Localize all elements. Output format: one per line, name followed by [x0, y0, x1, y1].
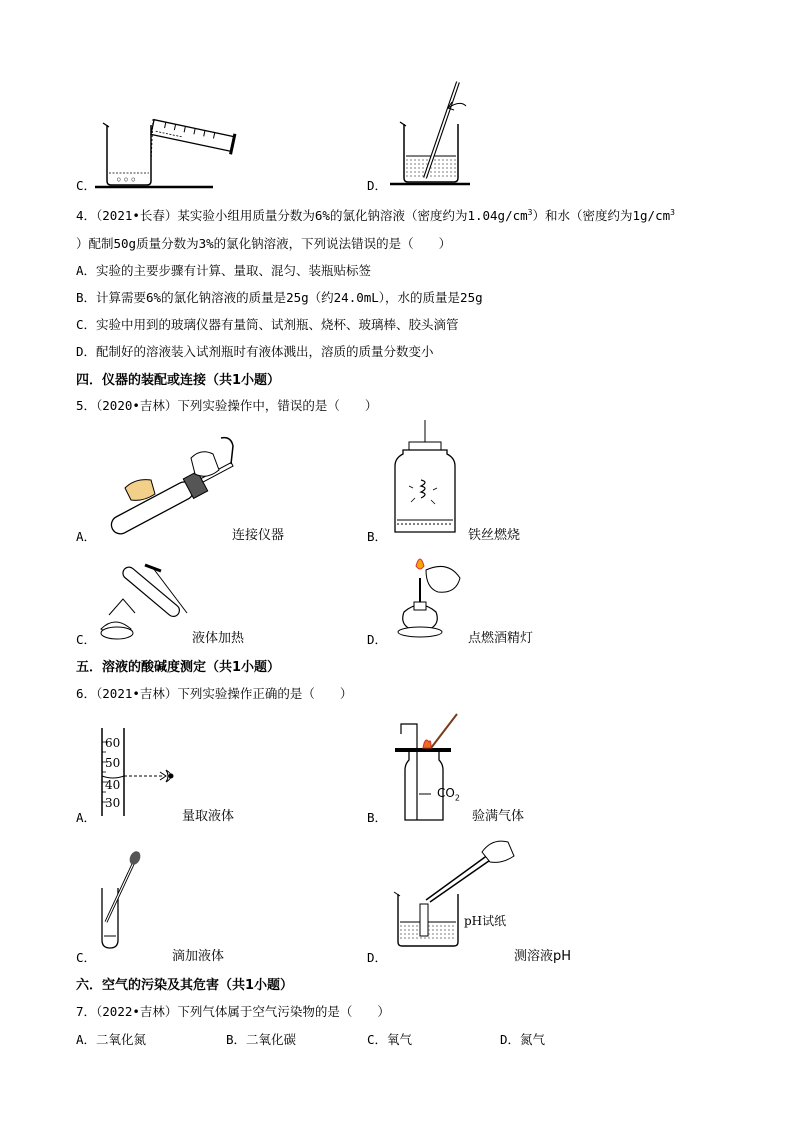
cylinder-tick-40: 40	[105, 778, 121, 792]
iron-wire-combustion-figure	[385, 420, 455, 540]
q6-label-d: D．	[367, 950, 388, 965]
q5-label-b: B．	[367, 529, 388, 544]
q5-caption-b: 铁丝燃烧	[468, 528, 521, 543]
q6-stem: 6．（2021•吉林）下列实验操作正确的是（ ）	[76, 686, 353, 701]
dropper-test-tube-figure	[98, 852, 148, 952]
cylinder-tick-30: 30	[105, 796, 121, 810]
q7-option-c: C．氧气	[367, 1032, 413, 1047]
option-d-label: D．	[367, 178, 388, 193]
q7-option-b: B．二氧化碳	[226, 1032, 297, 1047]
co2-label: $CO_2$	[437, 786, 460, 803]
stirring-beaker-figure	[390, 80, 480, 190]
section-heading-5: 五．溶液的酸碱度测定（共1小题）	[76, 660, 281, 675]
cylinder-tick-50: 50	[105, 756, 121, 770]
q6-caption-a: 量取液体	[182, 809, 235, 824]
q6-label-a: A．	[76, 810, 97, 825]
q7-option-d: D．氮气	[500, 1032, 546, 1047]
section-heading-6: 六．空气的污染及其危害（共1小题）	[76, 978, 294, 993]
q5-label-d: D．	[367, 632, 388, 647]
q4-stem-line2: ）配制50g质量分数为3%的氯化钠溶液，下列说法错误的是（ ）	[76, 236, 452, 251]
q4-stem-line1: 4．（2021•长春）某实验小组用质量分数为6%的氯化钠溶液（密度约为$1.04g/cm^3$）和水（密度约为$1g/cm^3$	[76, 208, 675, 223]
section-heading-4: 四．仪器的装配或连接（共1小题）	[76, 373, 281, 388]
cylinder-tick-60: 60	[105, 736, 121, 750]
pour-into-beaker-figure	[95, 105, 245, 190]
q4-option-d: D．配制好的溶液装入试剂瓶时有液体溅出，溶质的质量分数变小	[76, 344, 434, 359]
q6-caption-c: 滴加液体	[172, 949, 225, 964]
q5-label-a: A．	[76, 529, 97, 544]
svg-text:○ ○ ○: ○ ○ ○	[117, 176, 136, 183]
ph-test-figure	[392, 838, 522, 948]
q5-caption-d: 点燃酒精灯	[468, 631, 534, 646]
alcohol-lamp-lighting-figure	[390, 548, 470, 643]
q4-option-b: B．计算需要6%的氯化钠溶液的质量是25g（约24.0mL），水的质量是25g	[76, 290, 483, 305]
q5-caption-c: 液体加热	[192, 631, 245, 646]
measuring-cylinder-figure	[100, 728, 190, 818]
q5-caption-a: 连接仪器	[232, 528, 285, 543]
connect-apparatus-figure	[95, 430, 240, 540]
q4-option-a: A．实验的主要步骤有计算、量取、混匀、装瓶贴标签	[76, 263, 372, 278]
option-c-label: C．	[76, 178, 97, 193]
q7-option-a: A．二氧化氮	[76, 1032, 147, 1047]
q6-label-b: B．	[367, 810, 388, 825]
q6-label-c: C．	[76, 950, 97, 965]
q4-option-c: C．实验中用到的玻璃仪器有量筒、试剂瓶、烧杯、玻璃棒、胶头滴管	[76, 317, 459, 332]
q5-stem: 5．（2020•吉林）下列实验操作中，错误的是（ ）	[76, 398, 378, 413]
q6-caption-b: 验满气体	[472, 809, 525, 824]
ph-paper-label: pH试纸	[464, 914, 507, 928]
q5-label-c: C．	[76, 632, 97, 647]
q7-stem: 7．（2022•吉林）下列气体属于空气污染物的是（ ）	[76, 1004, 390, 1019]
q6-caption-d: 测溶液pH	[514, 949, 572, 964]
liquid-heating-figure	[95, 555, 195, 645]
